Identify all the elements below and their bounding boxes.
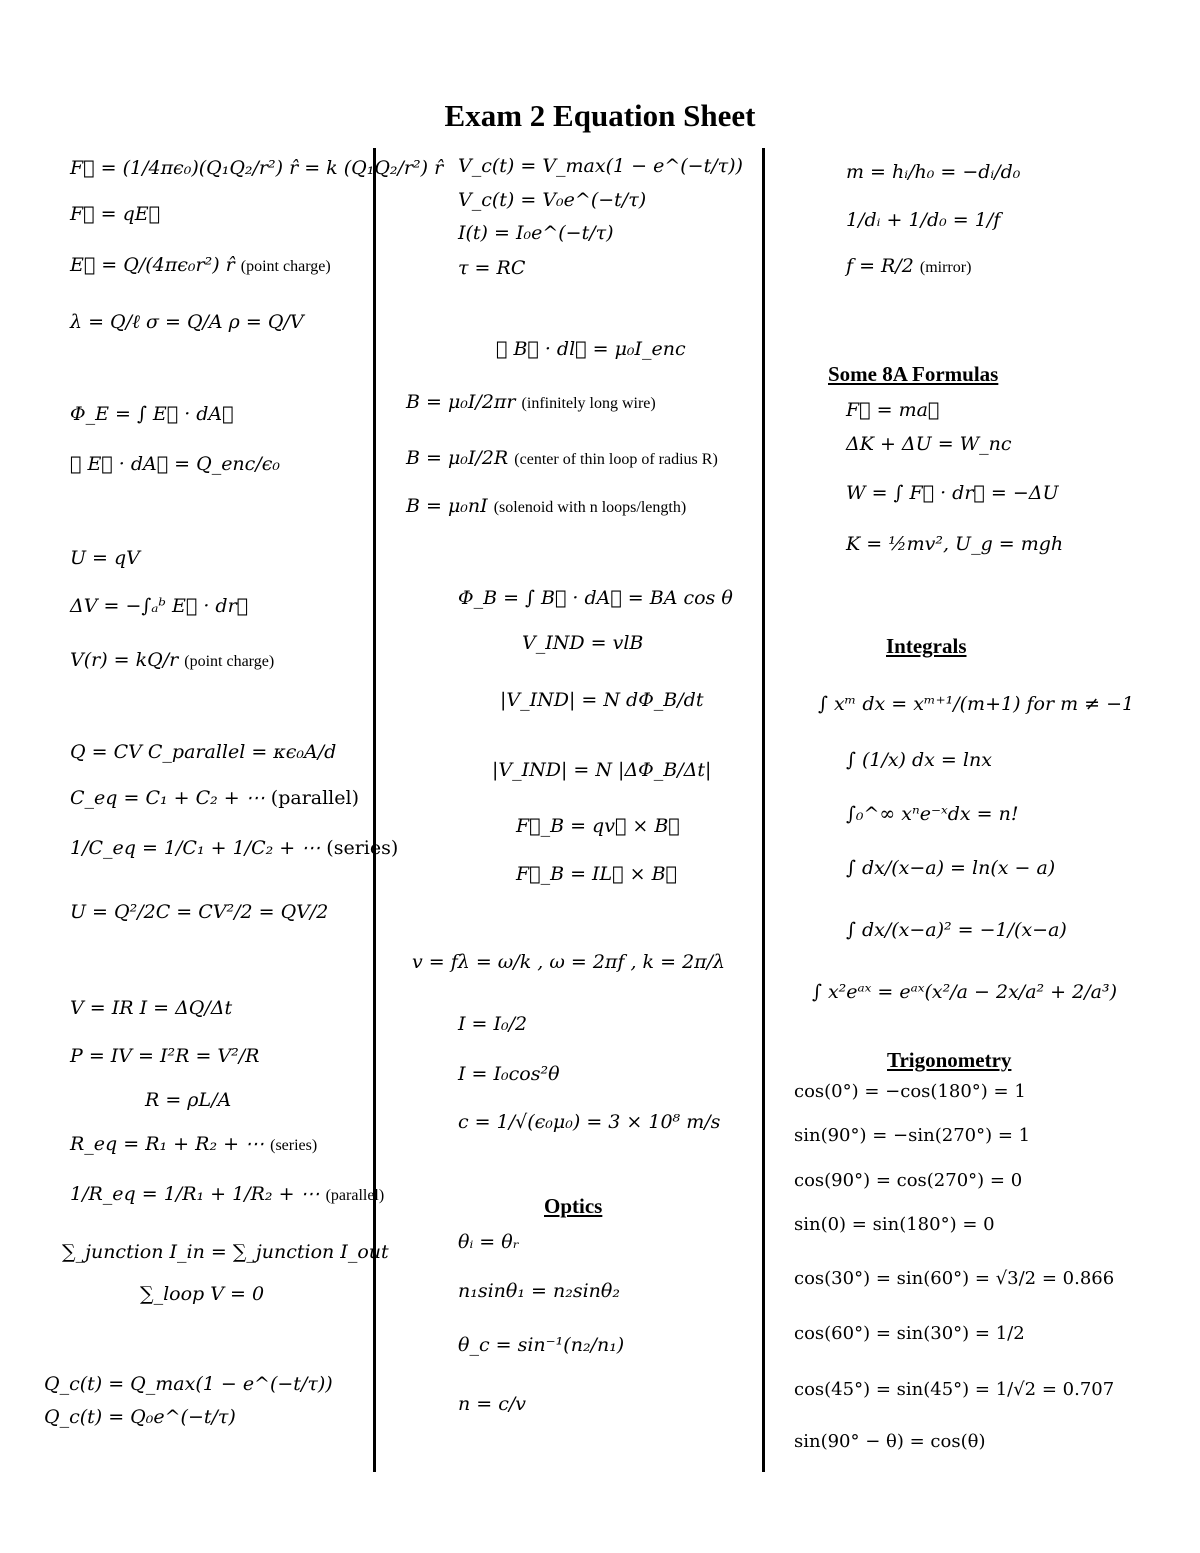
parallel-capacitance-equation [70,786,359,810]
polarizer-half-equation: I = I₀/2 [458,1013,528,1035]
parallel-resistance-formula: 1/R_eq = 1/R₁ + 1/R₂ + ⋯ [70,1183,320,1205]
rc-current-equation: I(t) = I₀e^(−t/τ) [458,222,614,244]
trig-identity: sin(90° − θ) = cos(θ) [794,1431,986,1452]
solenoid-field-formula: B = μ₀nI [406,495,488,517]
loop-note: (center of thin loop of radius R) [514,451,718,468]
speed-of-light-equation: c = 1/√(ϵ₀μ₀) = 3 × 10⁸ m/s [458,1111,721,1133]
log-integral: ∫ (1/x) dx = lnx [846,749,992,771]
column-divider-left [373,148,376,1472]
electric-flux-equation: Φ_E = ∫ E⃗ · dA⃗ [70,403,234,425]
focal-length-formula: f = R/2 [846,255,914,277]
resistivity-equation: R = ρL/A [145,1089,232,1111]
trig-identity: cos(90°) = cos(270°) = 0 [794,1170,1023,1191]
solenoid-field-equation [406,494,686,520]
loop-rule-equation: ∑_loop V = 0 [140,1283,265,1305]
trig-identity: cos(45°) = sin(45°) = 1/√2 = 0.707 [794,1379,1115,1400]
series-capacitance-formula: 1/C_eq = 1/C₁ + 1/C₂ + ⋯ [70,837,321,859]
rc-voltage-charging-equation: V_c(t) = V_max(1 − e^(−t/τ)) [458,155,743,177]
series-resistance-formula: R_eq = R₁ + R₂ + ⋯ [70,1133,265,1155]
shifted-log-integral: ∫ dx/(x−a) = ln(x − a) [846,857,1056,879]
mirror-note: (mirror) [919,259,972,276]
capacitor-charging-equation: Q_c(t) = Q_max(1 − e^(−t/τ)) [44,1373,333,1395]
refractive-index-equation: n = c/v [458,1393,527,1415]
point-charge-field-formula: E⃗ = Q/(4πϵ₀r²) r̂ [70,254,235,276]
malus-law-equation: I = I₀cos²θ [458,1063,560,1085]
time-constant-equation: τ = RC [458,257,526,279]
focal-length-equation [846,254,971,280]
trig-identity: cos(0°) = −cos(180°) = 1 [794,1081,1026,1102]
trigonometry-heading: Trigonometry [887,1048,1012,1072]
trig-identity: sin(0) = sin(180°) = 0 [794,1214,995,1235]
optics-heading: Optics [544,1194,603,1218]
series-resistance-equation [70,1132,317,1158]
loop-field-equation [406,446,718,472]
point-charge-note: (point charge) [240,258,331,275]
work-equation: W = ∫ F⃗ · dr⃗ = −ΔU [846,482,1059,504]
potential-difference-equation: ΔV = −∫ₐᵇ E⃗ · dr⃗ [70,595,249,617]
coulomb-law-equation: F⃗ = (1/4πϵ₀)(Q₁Q₂/r²) r̂ = k (Q₁Q₂/r²) r̂ [70,157,444,179]
energy-equation: K = ½mv², U_g = mgh [846,533,1064,555]
column-divider-right [762,148,765,1472]
integrals-heading: Integrals [886,634,967,658]
series-capacitance-equation [70,836,398,860]
reflection-law-equation: θᵢ = θᵣ [458,1231,520,1253]
power-rule-integral: ∫ xᵐ dx = xᵐ⁺¹/(m+1) for m ≠ −1 [818,693,1135,715]
mirror-equation: 1/dᵢ + 1/d₀ = 1/f [846,209,1001,231]
gauss-law-equation: ∮ E⃗ · dA⃗ = Q_enc/ϵ₀ [70,453,280,475]
trig-identity: sin(90°) = −sin(270°) = 1 [794,1125,1031,1146]
wire-note: (infinitely long wire) [521,395,656,412]
exponential-integral: ∫ x²eᵃˣ = eᵃˣ(x²/a − 2x/a² + 2/a³) [812,981,1117,1003]
gamma-integral: ∫₀^∞ xⁿe⁻ˣdx = n! [846,803,1019,825]
parallel-resistance-note: (parallel) [325,1187,385,1204]
point-charge-potential-note: (point charge) [184,653,275,670]
wave-relations-equation: v = fλ = ω/k , ω = 2πf , k = 2π/λ [412,951,726,973]
capacitance-equation: Q = CV C_parallel = κϵ₀A/d [70,741,337,763]
series-note: (series) [326,837,399,859]
faraday-law-equation: |V_IND| = N dΦ_B/dt [500,689,704,711]
point-charge-potential-equation [70,648,274,674]
rc-voltage-discharging-equation: V_c(t) = V₀e^(−t/τ) [458,189,647,211]
point-charge-potential-formula: V(r) = kQ/r [70,649,179,671]
inverse-square-integral: ∫ dx/(x−a)² = −1/(x−a) [846,919,1067,941]
charge-density-equations: λ = Q/ℓ σ = Q/A ρ = Q/V [70,311,304,333]
long-wire-field-equation [406,390,656,416]
capacitor-discharging-equation: Q_c(t) = Q₀e^(−t/τ) [44,1406,236,1428]
trig-identity: cos(30°) = sin(60°) = √3/2 = 0.866 [794,1268,1115,1289]
wire-force-equation: F⃗_B = IL⃗ × B⃗ [516,863,677,885]
series-resistance-note: (series) [270,1137,318,1154]
faraday-average-equation: |V_IND| = N |ΔΦ_B/Δt| [492,759,712,781]
solenoid-note: (solenoid with n loops/length) [493,499,687,516]
snell-law-equation: n₁sinθ₁ = n₂sinθ₂ [458,1280,620,1302]
point-charge-field-equation [70,253,331,279]
lorentz-force-equation: F⃗_B = qv⃗ × B⃗ [516,815,680,837]
8a-formulas-heading: Some 8A Formulas [828,362,999,386]
parallel-note: (parallel) [270,787,359,809]
critical-angle-equation: θ_c = sin⁻¹(n₂/n₁) [458,1334,625,1356]
page-title: Exam 2 Equation Sheet [444,98,756,133]
magnification-equation: m = hᵢ/h₀ = −dᵢ/d₀ [846,161,1021,183]
parallel-resistance-equation [70,1182,384,1208]
ampere-law-equation: ∮ B⃗ · dl⃗ = μ₀I_enc [496,338,686,360]
motional-emf-equation: V_IND = vlB [522,632,644,654]
long-wire-field-formula: B = μ₀I/2πr [406,391,516,413]
power-equation: P = IV = I²R = V²/R [70,1045,260,1067]
newton-second-law-equation: F⃗ = ma⃗ [846,399,940,421]
ohms-law-equation: V = IR I = ΔQ/Δt [70,997,233,1019]
junction-rule-equation: ∑_junction I_in = ∑_junction I_out [62,1241,389,1263]
loop-field-formula: B = μ₀I/2R [406,447,509,469]
work-energy-equation: ΔK + ΔU = W_nc [846,433,1012,455]
potential-energy-equation: U = qV [70,547,140,569]
parallel-capacitance-formula: C_eq = C₁ + C₂ + ⋯ [70,787,265,809]
capacitor-energy-equation: U = Q²/2C = CV²/2 = QV/2 [70,901,329,923]
trig-identity: cos(60°) = sin(30°) = 1/2 [794,1323,1025,1344]
magnetic-flux-equation: Φ_B = ∫ B⃗ · dA⃗ = BA cos θ [458,587,733,609]
electric-force-equation: F⃗ = qE⃗ [70,203,161,225]
